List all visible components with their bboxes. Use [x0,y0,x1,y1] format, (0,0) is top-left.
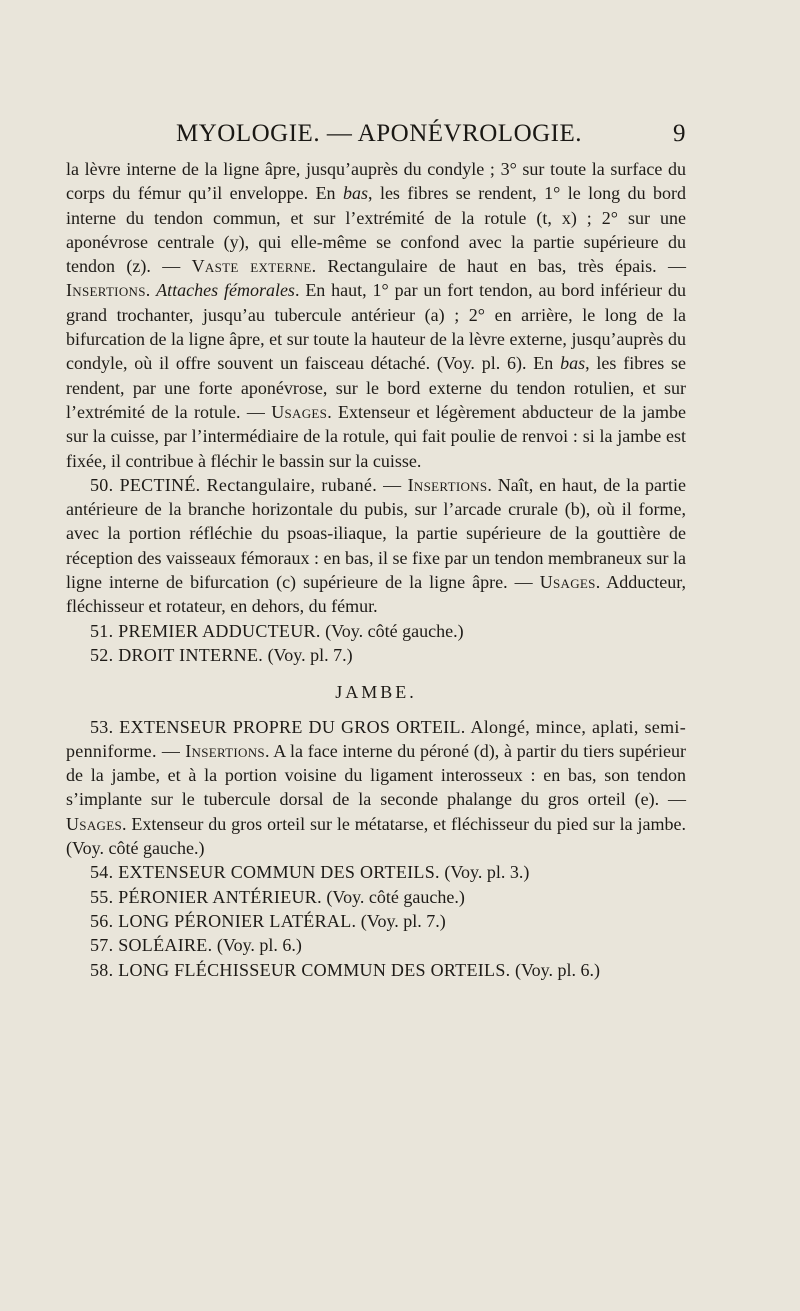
entry-note: (Voy. pl. 7.) [360,910,446,931]
text-run: . A la face interne du péroné (d), à partir du tiers supérieur de la jambe, et à la portion voisine du ligament interosseux : en bas, son tendon s’implante sur le tubercule dorsal de la seconde phalange du gros orteil (e). — [66,740,686,810]
entry-label: 58. LONG FLÉCHISSEUR COMMUN DES ORTEILS. [90,959,511,980]
text-run: , les fibres se rendent, 1° le long du bord interne du tendon commun, et sur l’extrémité de la rotule (t, x) ; 2° sur une aponévrose centrale (y), qui elle-même se confond avec la partie supérieure du tendon (z). — [66,183,686,277]
page-number: 9 [673,120,686,147]
small-caps-run: Insertions [407,474,488,495]
entry-54 [66,860,686,884]
small-caps-run: Vaste externe [191,256,312,277]
running-head-title: MYOLOGIE. — APONÉVROLOGIE. [176,120,583,147]
small-caps-run: Usages [66,813,122,834]
entry-note: (Voy. côté gauche.) [325,620,464,641]
entry-note: (Voy. pl. 6.) [216,935,302,956]
italic-run: Attaches fémorales [156,280,295,301]
text-run: . Naît, en haut, de la partie antérieure de la branche horizontale du pubis, sur l’arcade crurale (b), où il forme, avec la portion réfléchie du psoas-iliaque, la partie supérieure de la gouttière de réception des vaisseaux fémoraux : en bas, il se fixe par un tendon membraneux sur la ligne interne de bifurcation (c) supérieure de la ligne âpre. — [66,474,686,593]
small-caps-run: Insertions [185,740,265,761]
small-caps-run: Insertions [66,280,146,301]
entry-52 [66,643,686,667]
text-run: la lèvre interne de la ligne âpre, jusqu’auprès du condyle ; 3° sur toute la surface du corps du fémur qu’il enveloppe. En [66,159,686,204]
running-head [176,120,686,156]
paragraph-extenseur-propre [66,715,686,861]
text-run: . Extenseur du gros orteil sur le métatarse, et fléchisseur du pied sur la jambe. (Voy. côté gauche.) [66,813,686,859]
text-run: . [145,280,157,301]
entry-note: (Voy. côté gauche.) [326,886,465,907]
text-run: . Rectangulaire de haut en bas, très épais. — [311,256,687,277]
entry-note: (Voy. pl. 6.) [514,959,600,980]
italic-run: bas [343,183,369,204]
entry-56 [66,909,686,933]
entry-58 [66,958,686,982]
entry-label: 57. SOLÉAIRE. [90,935,213,956]
entry-57 [66,933,686,957]
entry-note: (Voy. pl. 7.) [267,644,353,665]
paragraph-pectine [66,473,686,619]
section-heading: JAMBE. [335,682,417,703]
entry-label: 56. LONG PÉRONIER LATÉRAL. [90,910,357,931]
entry-label: 55. PÉRONIER ANTÉRIEUR. [90,886,322,907]
text-run: . Adducteur, fléchisseur et rotateur, en dehors, du fémur. [66,572,686,617]
entry-55 [66,885,686,909]
body-text [66,157,686,982]
entry-label: 52. DROIT INTERNE. [90,644,264,665]
text-run: . En haut, 1° par un fort tendon, au bord inférieur du grand trochanter, jusqu’au tubercule antérieur (a) ; 2° en arrière, le long de la bifurcation de la ligne âpre, et sur toute la hauteur de la lèvre externe, jusqu’auprès du condyle, où il offre souvent un faisceau détaché. (Voy. pl. 6). En [66,280,687,374]
entry-note: (Voy. pl. 3.) [444,862,530,883]
paragraph-vaste [66,157,686,473]
text-run: 53. EXTENSEUR PROPRE DU GROS ORTEIL. Alongé, mince, aplati, semi-penniforme. — [66,716,686,761]
italic-run: bas [560,353,586,374]
text-run: 50. PECTINÉ. Rectangulaire, rubané. — [90,474,408,495]
small-caps-run: Usages [539,572,596,593]
small-caps-run: Usages [271,401,328,422]
text-run: , les fibres se rendent, par une forte aponévrose, sur le bord externe du tendon rotulien, et sur l’extrémité de la rotule. — [66,353,686,422]
text-run: . Extenseur et légèrement abducteur de la jambe sur la cuisse, par l’intermédiaire de la rotule, qui fait poulie de renvoi : si la jambe est fixée, il contribue à fléchir le bassin sur la cuisse. [66,401,686,471]
entry-label: 51. PREMIER ADDUCTEUR. [90,620,321,641]
entry-label: 54. EXTENSEUR COMMUN DES ORTEILS. [90,862,440,883]
entry-51 [66,619,686,643]
